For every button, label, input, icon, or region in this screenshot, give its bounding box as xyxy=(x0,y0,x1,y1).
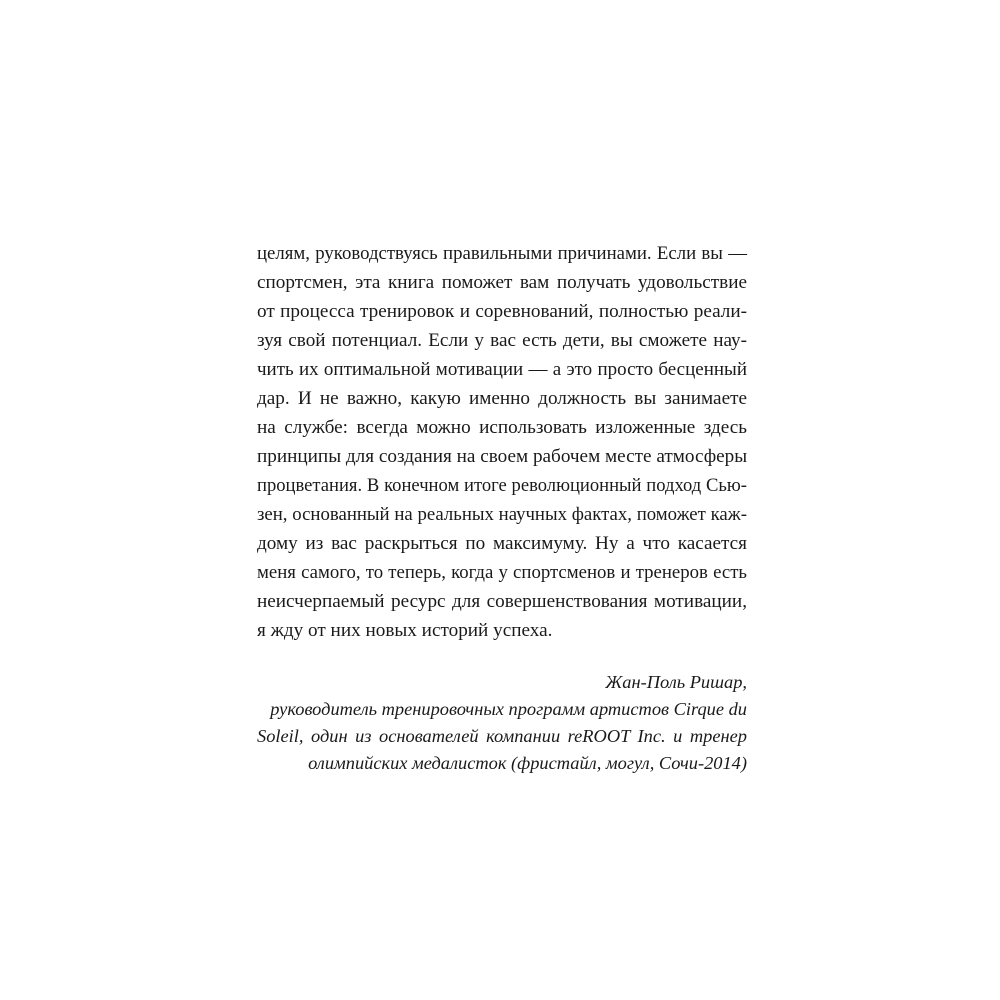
body-line: чить их оптимальной мотивации — а это просто бесценный xyxy=(257,359,747,380)
body-line: спортсмен, эта книга поможет вам получать удовольствие xyxy=(257,272,747,293)
attribution-line: олимпийских медалисток (фристайл, могул, Сочи-2014) xyxy=(308,753,747,773)
body-line: от процесса тренировок и соревнований, полностью реали- xyxy=(257,301,747,322)
body-line: меня самого, то теперь, когда у спортсменов и тренеров есть xyxy=(257,562,747,583)
body-line: целям, руководствуясь правильными причинами. Если вы — xyxy=(257,243,747,264)
attribution-line: руководитель тренировочных программ артистов Cirque du xyxy=(270,699,747,719)
body-line: на службе: всегда можно использовать изложенные здесь xyxy=(257,417,747,438)
attribution-name: Жан-Поль Ришар, xyxy=(605,672,747,692)
text-block xyxy=(257,239,747,777)
body-line: зуя свой потенциал. Если у вас есть дети, вы сможете нау- xyxy=(257,330,747,351)
attribution xyxy=(257,669,747,777)
attribution-line: Soleil, один из основателей компании reROOT Inc. и тренер xyxy=(257,726,747,746)
body-paragraph xyxy=(257,239,747,645)
body-line: зен, основанный на реальных научных фактах, поможет каж- xyxy=(257,504,747,525)
body-line: процветания. В конечном итоге революционный подход Сью- xyxy=(257,475,747,496)
body-line: я жду от них новых историй успеха. xyxy=(257,620,553,641)
body-line: принципы для создания на своем рабочем месте атмосферы xyxy=(257,446,748,467)
body-line: неисчерпаемый ресурс для совершенствования мотивации, xyxy=(257,591,747,612)
body-line: дар. И не важно, какую именно должность вы занимаете xyxy=(257,388,747,409)
body-line: дому из вас раскрыться по максимуму. Ну а что касается xyxy=(257,533,747,554)
